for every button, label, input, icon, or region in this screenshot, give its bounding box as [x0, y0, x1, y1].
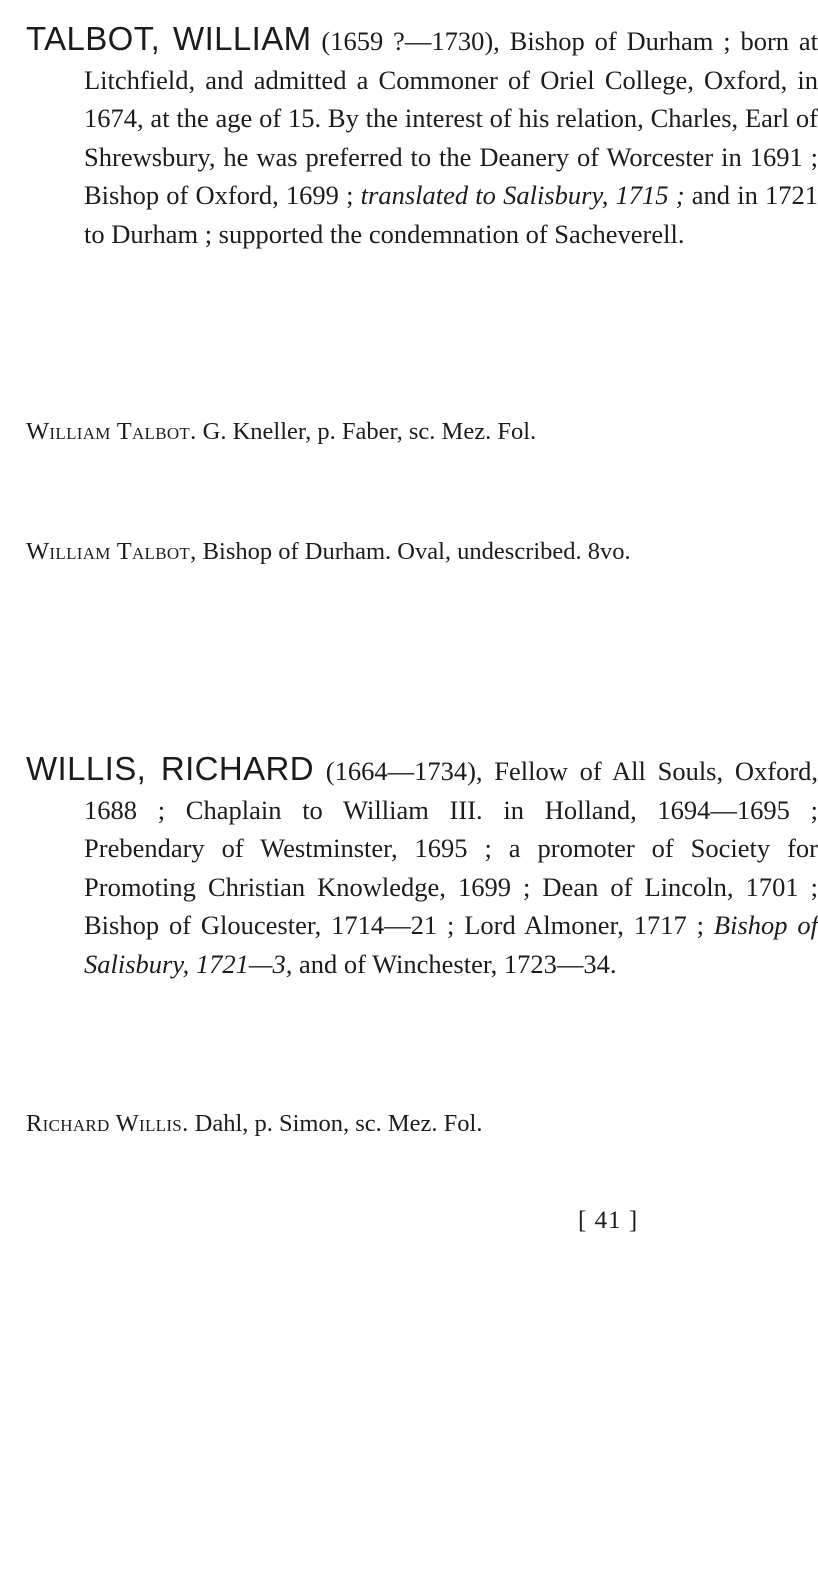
portrait-name: William Talbot,	[26, 538, 197, 565]
portrait-name: William Talbot.	[26, 418, 197, 445]
biography-talbot	[26, 20, 818, 254]
biography-willis	[26, 750, 818, 984]
page-number: [ 41 ]	[578, 1207, 639, 1234]
entry-dates: (1664—1734),	[325, 756, 483, 786]
portrait-name: Richard Willis.	[26, 1110, 189, 1137]
entry-text: Bishop of Durham ; born at Litchfield, and admitted a Commoner of Oriel College, Oxford, in 1674, at the age of 15. By the interest of his relation, Charles, Earl of Shrewsbury, he was preferred to the Deanery of Worcester in 1691 ; Bishop of Oxford, 1699 ;	[84, 26, 818, 211]
portrait-details: G. Kneller, p. Faber, sc. Mez. Fol.	[202, 418, 537, 445]
entry-text-italic: Bishop of Salisbury, 1721—3,	[84, 910, 818, 979]
entry-text-italic: translated to Salisbury, 1715 ;	[360, 180, 685, 211]
entry-text: Fellow of All Souls, Oxford, 1688 ; Chaplain to William III. in Holland, 1694—1695 ; Prebendary of Westminster, 1695 ; a promoter of Society for Promoting Christian Knowledge, 1699 ; Dean of Lincoln, 1701 ; Bishop of Gloucester, 1714—21 ; Lord Almoner, 1717 ;	[84, 756, 818, 941]
portrait-listing	[26, 1104, 818, 1144]
entry-text-end: and of Winchester, 1723—34.	[298, 948, 617, 979]
entry-text-end: and in 1721 to Durham ; supported the condemnation of Sacheverell.	[84, 180, 818, 249]
portrait-listing	[26, 412, 818, 452]
entry-heading: TALBOT, WILLIAM	[26, 20, 312, 57]
portrait-listing	[26, 532, 818, 572]
portrait-details: Dahl, p. Simon, sc. Mez. Fol.	[194, 1110, 483, 1137]
entry-dates: (1659 ?—1730),	[321, 26, 500, 56]
entry-heading: WILLIS, RICHARD	[26, 750, 314, 787]
portrait-details: Bishop of Durham. Oval, undescribed. 8vo.	[202, 538, 631, 565]
